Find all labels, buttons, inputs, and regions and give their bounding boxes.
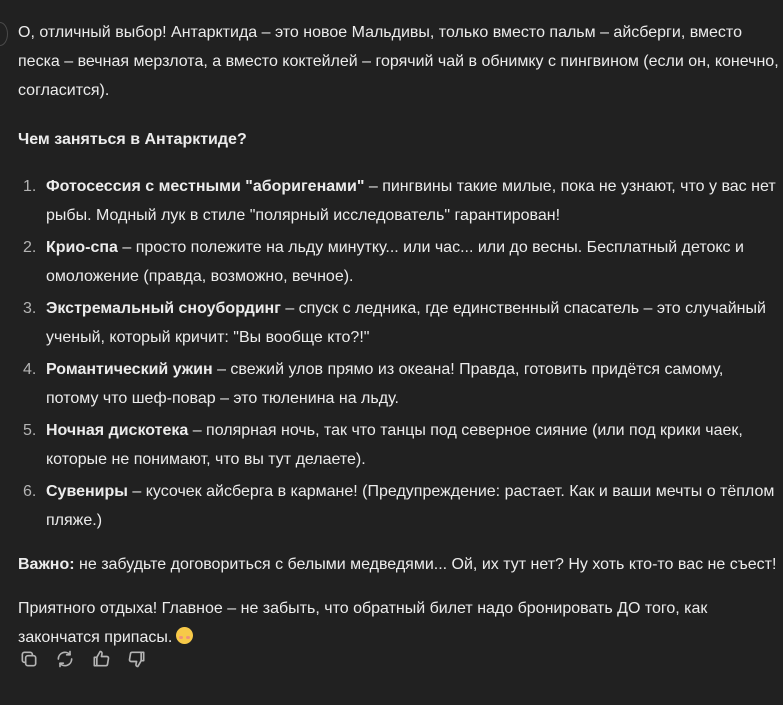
message-actions	[18, 648, 148, 670]
list-number: 6.	[23, 483, 37, 500]
copy-icon	[19, 649, 39, 669]
blushing-face-icon	[176, 627, 193, 644]
list-item-title: Фотосессия с местными "аборигенами"	[46, 178, 365, 195]
list-item-text: – свежий улов прямо из океана! Правда, готовить придётся самому, потому что шеф-повар – это тюленина на льду.	[46, 361, 724, 407]
list-item-title: Экстремальный сноубординг	[46, 300, 281, 317]
list-item-title: Крио-спа	[46, 239, 118, 256]
list-item-title: Ночная дискотека	[46, 422, 189, 439]
message-intro: О, отличный выбор! Антарктида – это новое Мальдивы, только вместо пальм – айсберги, вместо песка – вечная мерзлота, а вместо коктейлей – горячий чай в обнимку с пингвином (если он, конечно, согласится).	[18, 24, 779, 99]
list-item	[23, 172, 780, 230]
list-number: 2.	[23, 239, 37, 256]
list-item-text: – спуск с ледника, где единственный спасатель – это случайный ученый, который кричит: "Вы вообще кто?!"	[46, 300, 766, 346]
list-item-text: – пингвины такие милые, пока не узнают, что у вас нет рыбы. Модный лук в стиле "полярный исследователь" гарантирован!	[46, 178, 776, 224]
list-item-title: Сувениры	[46, 483, 128, 500]
list-number: 3.	[23, 300, 37, 317]
assistant-avatar	[0, 22, 8, 46]
activity-list	[18, 172, 780, 535]
list-item-text: – полярная ночь, так что танцы под северное сияние (или под крики чаек, которые не понимают, что вы тут делаете).	[46, 422, 743, 468]
closing-sentence: Приятного отдыха! Главное – не забыть, что обратный билет надо бронировать ДО того, как закончатся припасы.	[18, 600, 708, 646]
list-number: 4.	[23, 361, 37, 378]
assistant-message	[18, 18, 780, 652]
list-item	[23, 355, 780, 413]
list-item-text: – просто полежите на льду минутку... или час... или до весны. Бесплатный детокс и омоложение (правда, возможно, вечное).	[46, 239, 744, 285]
thumbs-down-button[interactable]	[126, 648, 148, 670]
list-item-title: Романтический ужин	[46, 361, 213, 378]
list-item	[23, 294, 780, 352]
section-heading: Чем заняться в Антарктиде?	[18, 131, 247, 148]
regenerate-button[interactable]	[54, 648, 76, 670]
list-item	[23, 233, 780, 291]
thumbs-down-icon	[127, 649, 147, 669]
regenerate-icon	[55, 649, 75, 669]
copy-button[interactable]	[18, 648, 40, 670]
important-note	[18, 550, 780, 579]
list-number: 1.	[23, 178, 37, 195]
closing-text	[18, 594, 780, 652]
list-item	[23, 416, 780, 474]
thumbs-up-button[interactable]	[90, 648, 112, 670]
important-label: Важно:	[18, 556, 75, 573]
thumbs-up-icon	[91, 649, 111, 669]
list-item-text: – кусочек айсберга в кармане! (Предупреждение: растает. Как и ваши мечты о тёплом пляже.)	[46, 483, 775, 529]
important-text: не забудьте договориться с белыми медведями... Ой, их тут нет? Ну хоть кто-то вас не съест!	[74, 556, 777, 573]
list-item	[23, 477, 780, 535]
list-number: 5.	[23, 422, 37, 439]
